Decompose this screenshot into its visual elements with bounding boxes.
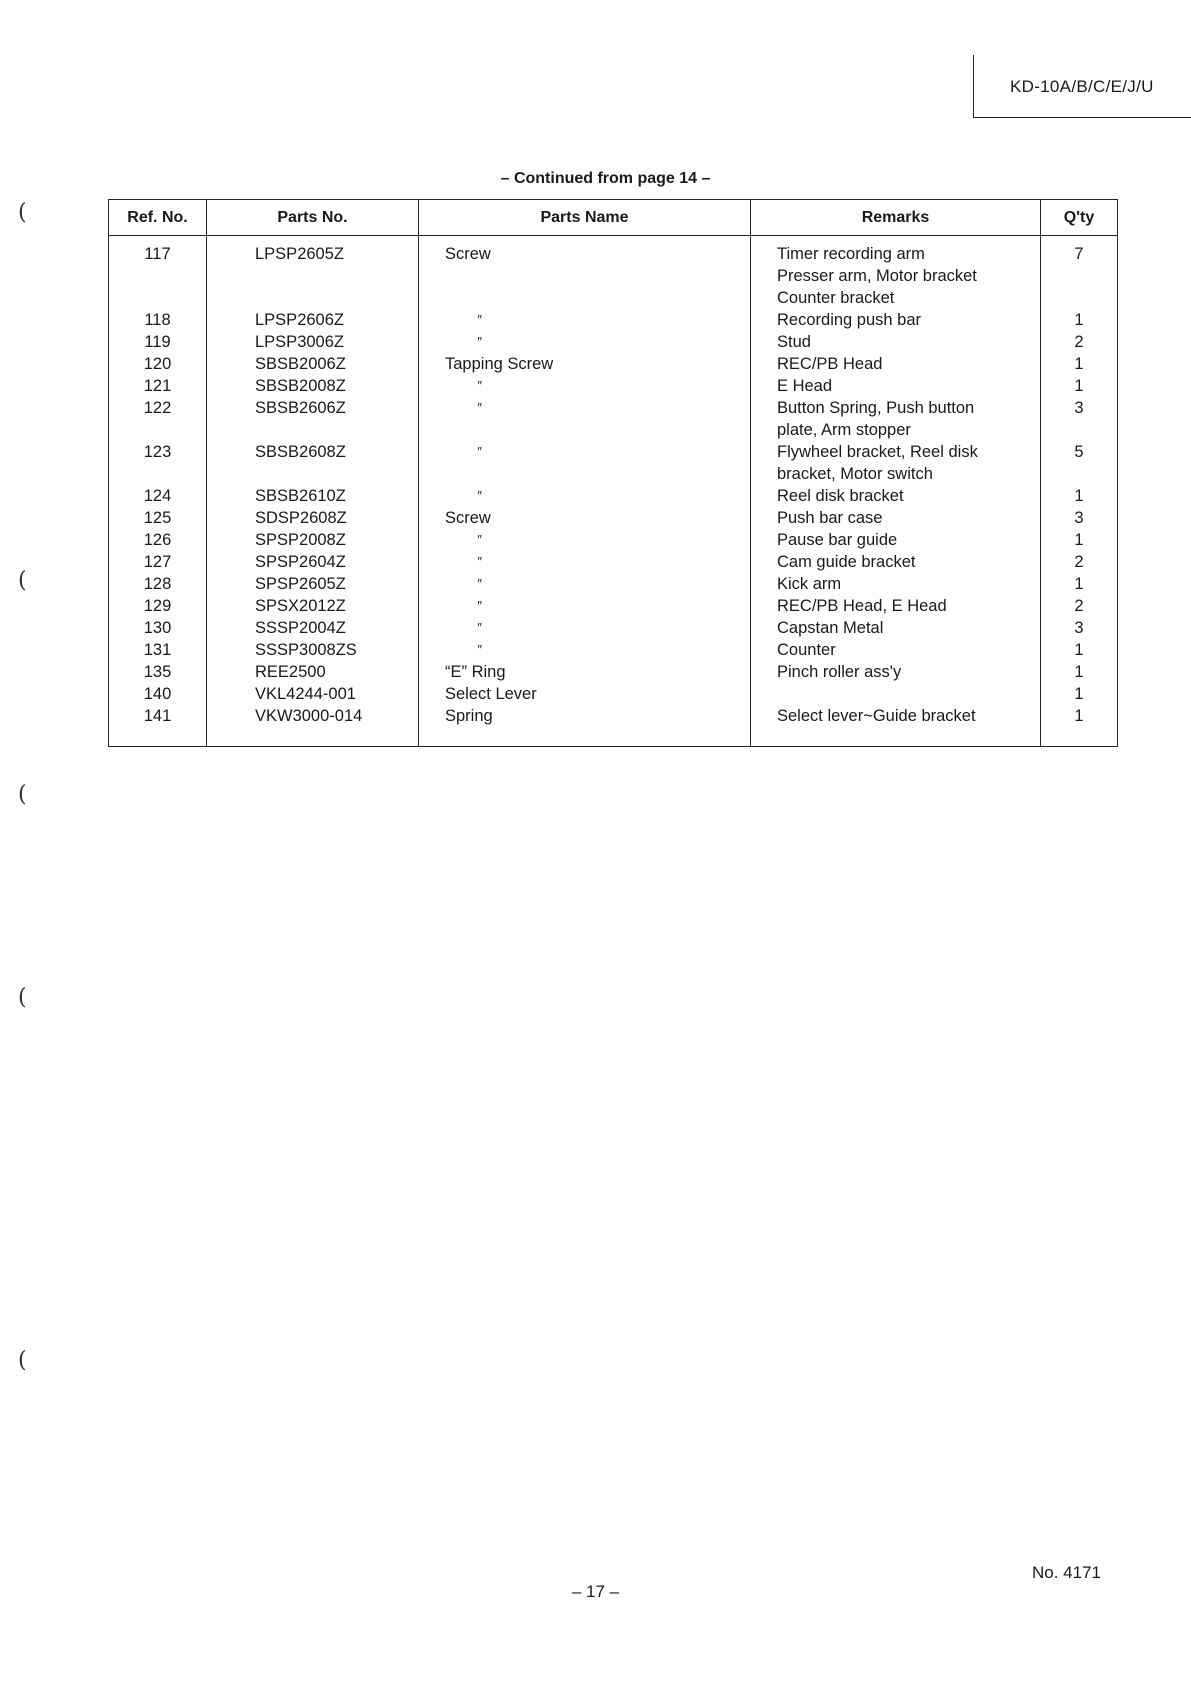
ditto-mark: ″ (476, 334, 482, 349)
ditto-mark: ″ (476, 444, 482, 459)
parts-no-cell: LPSP3006Z (255, 333, 344, 351)
qty-cell: 1 (1074, 377, 1084, 395)
qty-cell: 2 (1074, 333, 1084, 351)
parts-name-cell: Spring (445, 707, 493, 725)
continued-note: – Continued from page 14 – (500, 170, 711, 187)
parts-no-cell: LPSP2606Z (255, 311, 344, 329)
parts-no-cell: SBSB2008Z (255, 377, 346, 395)
parts-no-cell: REE2500 (255, 663, 326, 681)
ref-no-cell: 128 (143, 575, 172, 593)
remarks-cell: Recording push bar (777, 311, 922, 329)
qty-cell: 1 (1074, 311, 1084, 329)
qty-cell: 3 (1074, 619, 1084, 637)
qty-cell: 3 (1074, 509, 1084, 527)
model-number: KD-10A/B/C/E/J/U (1010, 77, 1154, 96)
parts-name-column (419, 236, 751, 747)
parts-list-table (108, 199, 1118, 747)
remarks-cell: Counter (777, 641, 836, 659)
qty-cell: 1 (1074, 663, 1084, 681)
remarks-cell: Pinch roller ass'y (777, 663, 902, 681)
parts-no-cell: VKW3000-014 (255, 707, 363, 725)
header-parts-no: Parts No. (207, 200, 419, 236)
parts-no-cell: SBSB2610Z (255, 487, 346, 505)
qty-cell: 1 (1074, 707, 1084, 725)
ditto-mark: ″ (476, 598, 482, 613)
ditto-mark: ″ (476, 554, 482, 569)
parts-no-cell: SPSX2012Z (255, 597, 346, 615)
parts-no-column (207, 236, 419, 747)
parts-no-cell: SSSP3008ZS (255, 641, 357, 659)
header-qty: Q'ty (1041, 200, 1118, 236)
ref-no-cell: 123 (143, 443, 172, 461)
parts-no-cell: SPSP2605Z (255, 575, 346, 593)
ref-no-cell: 127 (143, 553, 172, 571)
ref-no-cell: 119 (144, 333, 171, 351)
qty-cell: 2 (1074, 553, 1084, 571)
ditto-mark: ″ (476, 532, 482, 547)
remarks-cell: plate, Arm stopper (777, 421, 911, 439)
parts-name-cell: Screw (445, 245, 491, 263)
parts-no-cell: LPSP2605Z (255, 245, 344, 263)
qty-cell: 1 (1074, 685, 1084, 703)
qty-cell: 1 (1074, 641, 1084, 659)
ref-no-column (109, 236, 207, 747)
remarks-cell: Cam guide bracket (777, 553, 916, 571)
header-ref-no: Ref. No. (109, 200, 207, 236)
ref-no-cell: 121 (143, 377, 172, 395)
ref-no-cell: 124 (143, 487, 172, 505)
remarks-cell: REC/PB Head (777, 355, 883, 373)
remarks-cell: Stud (777, 333, 811, 351)
table-body-row (109, 236, 1118, 747)
parts-no-cell: VKL4244-001 (255, 685, 356, 703)
remarks-cell: Timer recording arm (777, 245, 925, 263)
qty-cell: 1 (1074, 487, 1084, 505)
qty-cell: 1 (1074, 575, 1084, 593)
remarks-cell: Push bar case (777, 509, 883, 527)
qty-cell: 7 (1074, 245, 1084, 263)
parts-no-cell: SDSP2608Z (255, 509, 347, 527)
binding-hole-mark: ( (18, 1348, 27, 1373)
parts-no-cell: SPSP2604Z (255, 553, 346, 571)
table-header-row (109, 200, 1118, 236)
ditto-mark: ″ (476, 642, 482, 657)
header-remarks: Remarks (751, 200, 1041, 236)
parts-no-cell: SBSB2608Z (255, 443, 346, 461)
document-number: No. 4171 (1032, 1563, 1101, 1582)
ditto-mark: ″ (476, 488, 482, 503)
parts-name-cell: “E” Ring (445, 663, 506, 681)
remarks-column (751, 236, 1041, 747)
remarks-cell: Pause bar guide (777, 531, 898, 549)
qty-cell: 3 (1074, 399, 1084, 417)
ditto-mark: ″ (476, 312, 482, 327)
parts-no-cell: SBSB2606Z (255, 399, 346, 417)
binding-hole-mark: ( (18, 782, 27, 807)
parts-no-cell: SSSP2004Z (255, 619, 346, 637)
qty-cell: 1 (1074, 531, 1084, 549)
ditto-mark: ″ (476, 400, 482, 415)
ref-no-cell: 126 (143, 531, 172, 549)
ditto-mark: ″ (476, 378, 482, 393)
ref-no-cell: 141 (143, 707, 172, 725)
remarks-cell: Presser arm, Motor bracket (777, 267, 977, 285)
header-parts-name: Parts Name (419, 200, 751, 236)
remarks-cell: Counter bracket (777, 289, 895, 307)
ref-no-cell: 140 (143, 685, 172, 703)
ditto-mark: ″ (476, 620, 482, 635)
qty-cell: 5 (1074, 443, 1084, 461)
ditto-mark: ″ (476, 576, 482, 591)
ref-no-cell: 117 (144, 245, 171, 263)
remarks-cell: E Head (777, 377, 833, 395)
ref-no-cell: 131 (143, 641, 172, 659)
qty-column (1041, 236, 1118, 747)
parts-name-cell: Select Lever (445, 685, 537, 703)
binding-hole-mark: ( (18, 985, 27, 1010)
parts-no-cell: SPSP2008Z (255, 531, 346, 549)
parts-name-cell: Tapping Screw (445, 355, 554, 373)
page-number: – 17 – (571, 1582, 620, 1601)
ref-no-cell: 125 (143, 509, 172, 527)
ref-no-cell: 129 (143, 597, 172, 615)
remarks-cell: Kick arm (777, 575, 842, 593)
ref-no-cell: 122 (143, 399, 172, 417)
remarks-cell: Select lever~Guide bracket (777, 707, 976, 725)
parts-no-cell: SBSB2006Z (255, 355, 346, 373)
remarks-cell: REC/PB Head, E Head (777, 597, 947, 615)
remarks-cell: Reel disk bracket (777, 487, 904, 505)
ref-no-cell: 120 (143, 355, 172, 373)
remarks-cell: Button Spring, Push button (777, 399, 975, 417)
remarks-cell: Capstan Metal (777, 619, 884, 637)
binding-hole-mark: ( (18, 568, 27, 593)
qty-cell: 1 (1074, 355, 1084, 373)
model-header-box (973, 55, 1191, 118)
ref-no-cell: 130 (143, 619, 172, 637)
parts-name-cell: Screw (445, 509, 491, 527)
remarks-cell: bracket, Motor switch (777, 465, 933, 483)
qty-cell: 2 (1074, 597, 1084, 615)
ref-no-cell: 135 (143, 663, 172, 681)
binding-hole-mark: ( (18, 200, 27, 225)
ref-no-cell: 118 (144, 311, 171, 329)
remarks-cell: Flywheel bracket, Reel disk (777, 443, 978, 461)
